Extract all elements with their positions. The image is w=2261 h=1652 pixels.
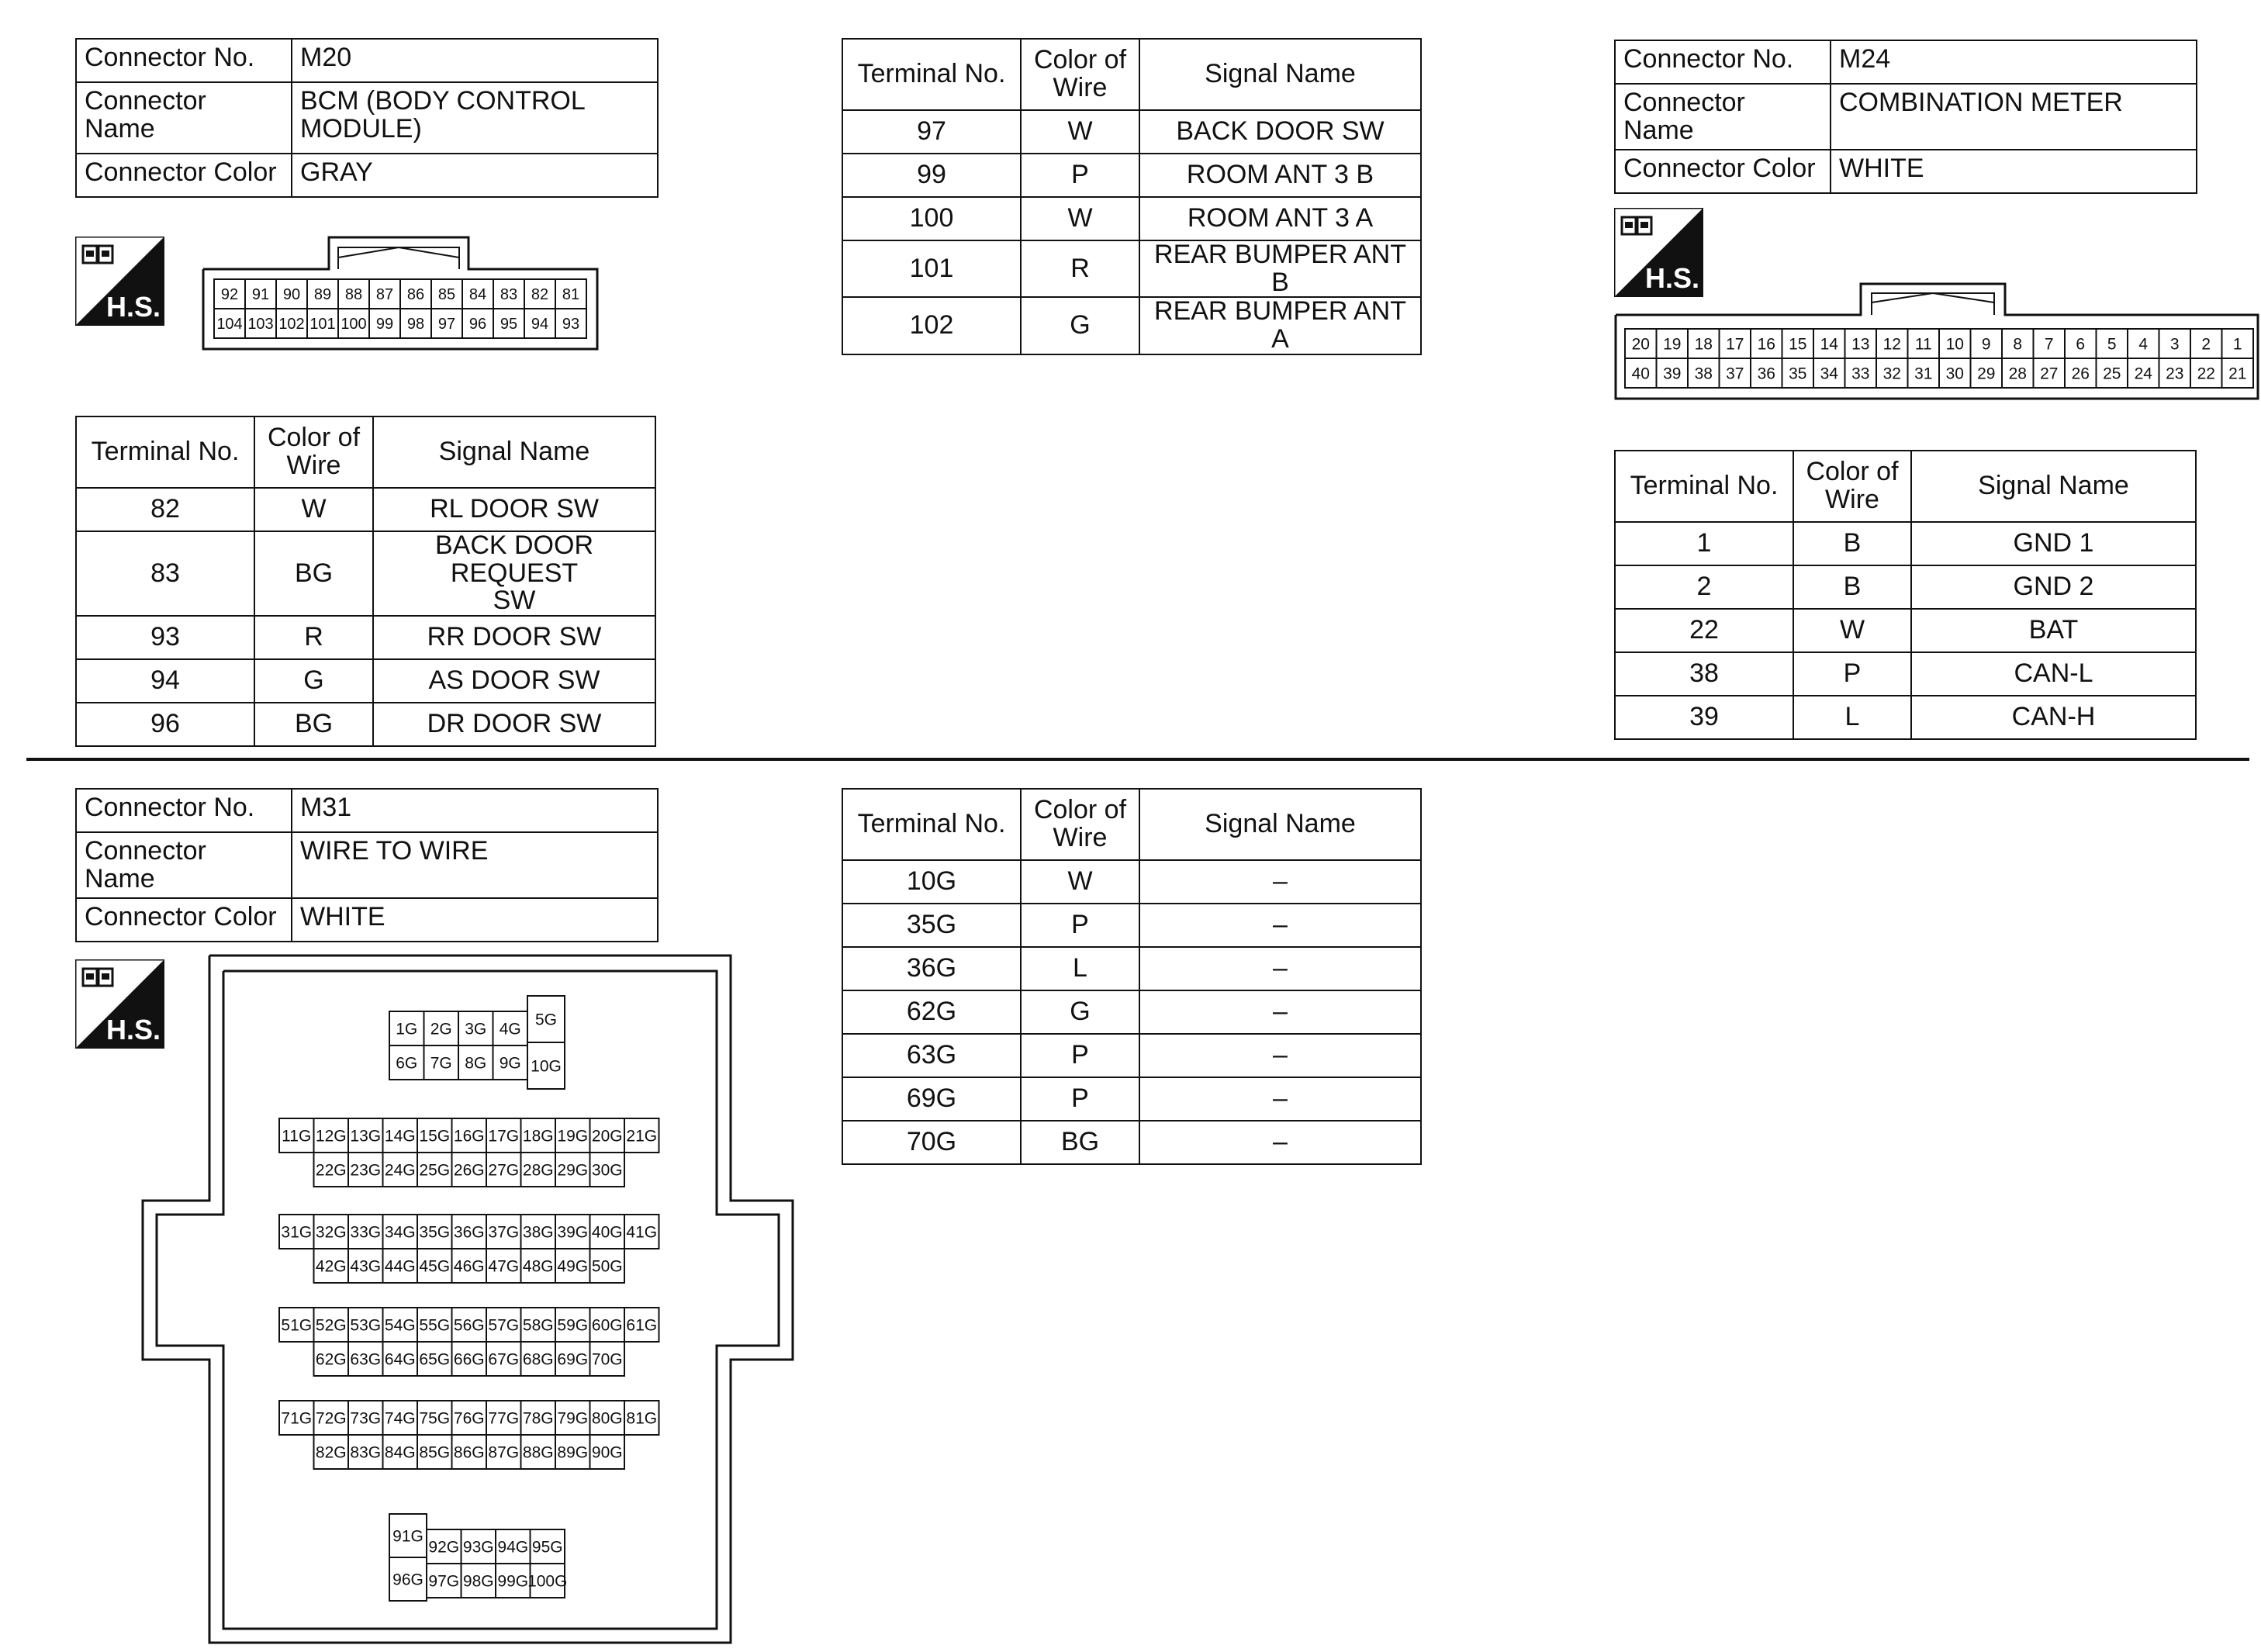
pin-label: 35G (419, 1223, 451, 1242)
pin-label: 74G (384, 1409, 416, 1428)
m31-connector-color-label: Connector Color (76, 898, 292, 942)
terminal-cell: 2 (1615, 565, 1793, 609)
wire-color-cell: W (254, 488, 373, 531)
pin-label: 81G (626, 1409, 658, 1428)
table-row (842, 1034, 1421, 1077)
terminal-cell: 39 (1615, 696, 1793, 739)
pin-label: 61G (626, 1316, 658, 1335)
wire-color-cell: P (1021, 1077, 1139, 1121)
pin-label: 56G (453, 1316, 485, 1335)
pin-label: 95 (500, 316, 518, 334)
m31-terminal-table (842, 788, 1422, 1165)
table-row (842, 197, 1421, 240)
pin-label: 51G (281, 1316, 313, 1335)
m20-connector-info (75, 38, 659, 198)
pin-label: 4G (499, 1020, 521, 1039)
pin-label: 43G (350, 1257, 382, 1276)
m20-cont-header-terminal: Terminal No. (842, 39, 1021, 110)
pin-label: 89 (313, 286, 332, 304)
signal-cell: – (1139, 1121, 1421, 1164)
pin-label: 83 (500, 286, 518, 304)
table-row (1615, 696, 2196, 739)
pin-label: 84G (384, 1443, 416, 1462)
pin-label: 37 (1726, 365, 1744, 383)
pin-label: 16 (1757, 335, 1775, 354)
signal-cell: BAT (1911, 609, 2196, 652)
wire-color-cell: G (1021, 990, 1139, 1034)
pin-label: 9 (1981, 335, 1991, 354)
signal-cell: – (1139, 860, 1421, 904)
terminal-cell: 63G (842, 1034, 1021, 1077)
pin-label: 5 (2107, 335, 2117, 354)
pin-label: 34G (384, 1223, 416, 1242)
wire-color-cell: P (1021, 904, 1139, 947)
wire-color-cell: W (1021, 197, 1139, 240)
pin-label: 88G (522, 1443, 554, 1462)
table-row (842, 110, 1421, 154)
pin-label: 87G (488, 1443, 520, 1462)
signal-cell: RR DOOR SW (373, 616, 655, 659)
m24-connector-color-label: Connector Color (1615, 150, 1831, 193)
terminal-cell: 83 (76, 531, 254, 616)
table-row (76, 659, 655, 703)
pin-label: 54G (384, 1316, 416, 1335)
m24-connector-name-value: COMBINATION METER (1831, 84, 2197, 150)
signal-cell: BACK DOOR SW (1139, 110, 1421, 154)
pin-label: 73G (350, 1409, 382, 1428)
pin-label: 20G (591, 1127, 623, 1146)
m20-header-signal: Signal Name (373, 416, 655, 488)
pin-label: 42G (315, 1257, 347, 1276)
pin-label: 82G (315, 1443, 347, 1462)
pin-label: 101 (309, 316, 336, 334)
wire-color-cell: P (1021, 1034, 1139, 1077)
pin-label: 27G (488, 1161, 520, 1180)
terminal-cell: 62G (842, 990, 1021, 1034)
pin-label: 90G (591, 1443, 623, 1462)
m31-header-terminal: Terminal No. (842, 789, 1021, 860)
terminal-cell: 22 (1615, 609, 1793, 652)
pin-label: 85G (419, 1443, 451, 1462)
pin-label: 29G (557, 1161, 589, 1180)
pin-label: 39 (1663, 365, 1682, 383)
terminal-cell: 82 (76, 488, 254, 531)
wire-color-cell: W (1021, 860, 1139, 904)
pin-label: 99G (497, 1572, 529, 1591)
pin-label: 32 (1882, 365, 1901, 383)
table-row (842, 154, 1421, 197)
pin-label: 31G (281, 1223, 313, 1242)
wire-color-cell: BG (254, 703, 373, 746)
signal-cell: – (1139, 947, 1421, 990)
wire-color-cell: BG (254, 531, 373, 616)
m20-cont-header-color: Color of Wire (1021, 39, 1139, 110)
m31-connector-face (140, 954, 799, 1649)
pin-label: 19G (557, 1127, 589, 1146)
pin-label: 33G (350, 1223, 382, 1242)
pin-label: 45G (419, 1257, 451, 1276)
m20-header-terminal: Terminal No. (76, 416, 254, 488)
pin-label: 50G (591, 1257, 623, 1276)
pin-label: 32G (315, 1223, 347, 1242)
pin-label: 1 (2232, 335, 2242, 354)
wire-color-cell: R (1021, 240, 1139, 297)
table-row (76, 703, 655, 746)
wire-color-cell: L (1793, 696, 1911, 739)
pin-label: 97G (428, 1572, 460, 1591)
pin-label: 100 (341, 316, 367, 334)
pin-label: 76G (453, 1409, 485, 1428)
pin-label: 11 (1914, 335, 1932, 354)
pin-label: 24G (384, 1161, 416, 1180)
table-row (842, 1121, 1421, 1164)
signal-cell: ROOM ANT 3 A (1139, 197, 1421, 240)
pin-label: 21 (2228, 365, 2247, 383)
m31-header-color: Color of Wire (1021, 789, 1139, 860)
m20-cont-header-signal: Signal Name (1139, 39, 1421, 110)
pin-label: 64G (384, 1350, 416, 1369)
pin-label: 70G (591, 1350, 623, 1369)
pin-label: 37G (488, 1223, 520, 1242)
pin-label: 18 (1694, 335, 1713, 354)
wire-color-cell: BG (1021, 1121, 1139, 1164)
pin-label: 23 (2166, 365, 2184, 383)
pin-label: 92 (220, 286, 239, 304)
wire-color-cell: L (1021, 947, 1139, 990)
pin-label: 8 (2013, 335, 2023, 354)
pin-label: 4 (2138, 335, 2149, 354)
m31-connector-no-value: M31 (292, 789, 658, 832)
pin-label: 26 (2071, 365, 2090, 383)
table-row (1615, 609, 2196, 652)
pin-label: 77G (488, 1409, 520, 1428)
pin-label: 96G (392, 1571, 424, 1589)
pin-label: 94G (497, 1538, 529, 1557)
pin-label: 62G (315, 1350, 347, 1369)
pin-label: 86G (453, 1443, 485, 1462)
pin-label: 68G (522, 1350, 554, 1369)
table-row (842, 240, 1421, 297)
pin-label: 15 (1789, 335, 1807, 354)
pin-label: 49G (557, 1257, 589, 1276)
pin-label: 31 (1914, 365, 1933, 383)
pin-label: 14G (384, 1127, 416, 1146)
table-row (842, 1077, 1421, 1121)
pin-label: 25G (419, 1161, 451, 1180)
terminal-cell: 69G (842, 1077, 1021, 1121)
pin-label: 2G (430, 1020, 452, 1039)
signal-cell: GND 2 (1911, 565, 2196, 609)
m31-hs-label: H.S. (106, 1014, 161, 1045)
pin-label: 10 (1945, 335, 1964, 354)
pin-label: 85 (437, 286, 456, 304)
m24-connector-no-label: Connector No. (1615, 40, 1831, 84)
pin-label: 29 (1977, 365, 1996, 383)
signal-cell: – (1139, 904, 1421, 947)
signal-cell: CAN-H (1911, 696, 2196, 739)
pin-label: 38 (1694, 365, 1713, 383)
pin-label: 83G (350, 1443, 382, 1462)
pin-label: 81 (562, 286, 580, 304)
pin-label: 30G (591, 1161, 623, 1180)
pin-label: 99 (375, 316, 394, 334)
pin-label: 6 (2076, 335, 2086, 354)
pin-label: 3G (465, 1020, 487, 1039)
pin-label: 60G (591, 1316, 623, 1335)
pin-label: 34 (1820, 365, 1838, 383)
pin-label: 96 (468, 316, 487, 334)
pin-label: 19 (1663, 335, 1682, 354)
table-row (76, 531, 655, 616)
m31-connector-color-value: WHITE (292, 898, 658, 942)
pin-label: 12G (315, 1127, 347, 1146)
pin-label: 35 (1789, 365, 1807, 383)
pin-label: 8G (465, 1054, 487, 1073)
pin-label: 20 (1631, 335, 1650, 354)
terminal-cell: 10G (842, 860, 1021, 904)
m31-connector-no-label: Connector No. (76, 789, 292, 832)
wire-color-cell: R (254, 616, 373, 659)
terminal-cell: 99 (842, 154, 1021, 197)
m20-connector-color-label: Connector Color (76, 154, 292, 197)
pin-label: 44G (384, 1257, 416, 1276)
pin-label: 24 (2134, 365, 2152, 383)
m31-connector-name-value: WIRE TO WIRE (292, 832, 658, 898)
pin-label: 91G (392, 1527, 424, 1546)
signal-cell: – (1139, 1077, 1421, 1121)
terminal-cell: 101 (842, 240, 1021, 297)
m24-hs-label: H.S. (1645, 262, 1700, 294)
pin-label: 63G (350, 1350, 382, 1369)
pin-label: 11G (282, 1127, 312, 1146)
pin-label: 2 (2201, 335, 2211, 354)
table-row (1615, 522, 2196, 565)
wire-color-cell: B (1793, 522, 1911, 565)
wire-color-cell: P (1021, 154, 1139, 197)
pin-label: 18G (522, 1127, 554, 1146)
pin-label: 102 (278, 316, 305, 334)
pin-label: 71G (281, 1409, 313, 1428)
pin-label: 78G (522, 1409, 554, 1428)
pin-label: 84 (468, 286, 487, 304)
m20-connector-name-label: Connector Name (76, 82, 292, 154)
terminal-cell: 100 (842, 197, 1021, 240)
pin-label: 10G (531, 1057, 562, 1076)
pin-label: 98 (406, 316, 425, 334)
pin-label: 13G (350, 1127, 382, 1146)
pin-label: 27 (2040, 365, 2059, 383)
pin-label: 88 (344, 286, 363, 304)
pin-label: 67G (488, 1350, 520, 1369)
terminal-cell: 35G (842, 904, 1021, 947)
pin-label: 82 (531, 286, 549, 304)
m20-connector-no-value: M20 (292, 39, 658, 82)
wire-color-cell: G (254, 659, 373, 703)
pin-label: 6G (396, 1054, 418, 1073)
m20-hs-label: H.S. (106, 291, 161, 323)
pin-label: 39G (557, 1223, 589, 1242)
section-divider (26, 758, 2249, 761)
pin-label: 52G (315, 1316, 347, 1335)
table-row (842, 990, 1421, 1034)
terminal-cell: 38 (1615, 652, 1793, 696)
pin-label: 14 (1820, 335, 1838, 354)
terminal-cell: 70G (842, 1121, 1021, 1164)
pin-label: 94 (531, 316, 549, 334)
pin-label: 90 (282, 286, 301, 304)
signal-cell: REAR BUMPER ANT A (1139, 297, 1421, 354)
signal-cell: – (1139, 1034, 1421, 1077)
pin-label: 15G (419, 1127, 451, 1146)
pin-label: 25 (2103, 365, 2121, 383)
pin-label: 3 (2169, 335, 2180, 354)
pin-label: 58G (522, 1316, 554, 1335)
pin-label: 7 (2044, 335, 2054, 354)
pin-label: 65G (419, 1350, 451, 1369)
terminal-cell: 93 (76, 616, 254, 659)
pin-label: 7G (430, 1054, 452, 1073)
pin-label: 75G (419, 1409, 451, 1428)
signal-cell: REAR BUMPER ANT B (1139, 240, 1421, 297)
signal-cell: DR DOOR SW (373, 703, 655, 746)
pin-label: 33 (1851, 365, 1870, 383)
pin-label: 66G (453, 1350, 485, 1369)
pin-label: 28G (522, 1161, 554, 1180)
m20-terminal-table (75, 416, 656, 747)
pin-label: 93G (462, 1538, 494, 1557)
pin-label: 46G (453, 1257, 485, 1276)
terminal-cell: 1 (1615, 522, 1793, 565)
m20-connector-name-value: BCM (BODY CONTROL MODULE) (292, 82, 658, 154)
pin-label: 89G (557, 1443, 589, 1462)
pin-label: 72G (315, 1409, 347, 1428)
terminal-cell: 97 (842, 110, 1021, 154)
wire-color-cell: G (1021, 297, 1139, 354)
signal-cell: BACK DOOR REQUEST SW (373, 531, 655, 616)
pin-label: 93 (562, 316, 580, 334)
m24-connector-name-label: Connector Name (1615, 84, 1831, 150)
pin-label: 79G (557, 1409, 589, 1428)
m24-terminal-table (1614, 450, 2197, 740)
m24-connector-face (1613, 281, 2261, 402)
signal-cell: RL DOOR SW (373, 488, 655, 531)
m24-header-color: Color of Wire (1793, 451, 1911, 522)
pin-label: 95G (531, 1538, 563, 1557)
m20-connector-face (200, 236, 603, 352)
m24-connector-no-value: M24 (1831, 40, 2197, 84)
m20-connector-no-label: Connector No. (76, 39, 292, 82)
pin-label: 47G (488, 1257, 520, 1276)
pin-label: 100G (527, 1572, 568, 1591)
pin-label: 36G (453, 1223, 485, 1242)
pin-label: 103 (247, 316, 274, 334)
pin-label: 22G (315, 1161, 347, 1180)
terminal-cell: 102 (842, 297, 1021, 354)
pin-label: 98G (462, 1572, 494, 1591)
table-row (76, 616, 655, 659)
signal-cell: AS DOOR SW (373, 659, 655, 703)
wire-color-cell: W (1793, 609, 1911, 652)
pin-label: 30 (1945, 365, 1964, 383)
m24-header-signal: Signal Name (1911, 451, 2196, 522)
table-row (1615, 565, 2196, 609)
m20-harness-side-icon (75, 237, 164, 326)
m24-connector-info (1614, 40, 2197, 194)
pin-label: 16G (453, 1127, 485, 1146)
pin-label: 59G (557, 1316, 589, 1335)
pin-label: 97 (437, 316, 456, 334)
wire-color-cell: B (1793, 565, 1911, 609)
wire-color-cell: P (1793, 652, 1911, 696)
m31-connector-info (75, 788, 659, 942)
pin-label: 36 (1757, 365, 1775, 383)
terminal-cell: 94 (76, 659, 254, 703)
pin-label: 21G (626, 1127, 658, 1146)
pin-label: 23G (350, 1161, 382, 1180)
pin-label: 38G (522, 1223, 554, 1242)
table-row (842, 860, 1421, 904)
signal-cell: ROOM ANT 3 B (1139, 154, 1421, 197)
signal-cell: GND 1 (1911, 522, 2196, 565)
table-row (1615, 652, 2196, 696)
m20-header-color: Color of Wire (254, 416, 373, 488)
m20-connector-color-value: GRAY (292, 154, 658, 197)
pin-label: 5G (534, 1011, 558, 1029)
pin-label: 26G (453, 1161, 485, 1180)
pin-label: 22 (2197, 365, 2215, 383)
wire-color-cell: W (1021, 110, 1139, 154)
signal-cell: CAN-L (1911, 652, 2196, 696)
pin-label: 55G (419, 1316, 451, 1335)
m31-connector-name-label: Connector Name (76, 832, 292, 898)
table-row (842, 904, 1421, 947)
pin-label: 17G (488, 1127, 520, 1146)
pin-label: 69G (557, 1350, 589, 1369)
pin-label: 28 (2008, 365, 2027, 383)
table-row (76, 488, 655, 531)
pin-label: 41G (626, 1223, 658, 1242)
pin-label: 17 (1726, 335, 1744, 354)
pin-label: 53G (350, 1316, 382, 1335)
pin-label: 9G (499, 1054, 521, 1073)
pin-label: 13 (1851, 335, 1870, 354)
m24-connector-color-value: WHITE (1831, 150, 2197, 193)
pin-label: 87 (375, 286, 394, 304)
m31-header-signal: Signal Name (1139, 789, 1421, 860)
pin-label: 91 (251, 286, 270, 304)
pin-label: 40G (591, 1223, 623, 1242)
pin-label: 12 (1882, 335, 1901, 354)
signal-cell: – (1139, 990, 1421, 1034)
pin-label: 86 (406, 286, 425, 304)
terminal-cell: 36G (842, 947, 1021, 990)
m20-terminal-table-continued (842, 38, 1422, 355)
pin-label: 92G (428, 1538, 460, 1557)
table-row (842, 947, 1421, 990)
m24-header-terminal: Terminal No. (1615, 451, 1793, 522)
pin-label: 40 (1631, 365, 1650, 383)
pin-label: 80G (591, 1409, 623, 1428)
pin-label: 48G (522, 1257, 554, 1276)
table-row (842, 297, 1421, 354)
terminal-cell: 96 (76, 703, 254, 746)
pin-label: 57G (488, 1316, 520, 1335)
pin-label: 1G (396, 1020, 418, 1039)
pin-label: 104 (216, 316, 243, 334)
